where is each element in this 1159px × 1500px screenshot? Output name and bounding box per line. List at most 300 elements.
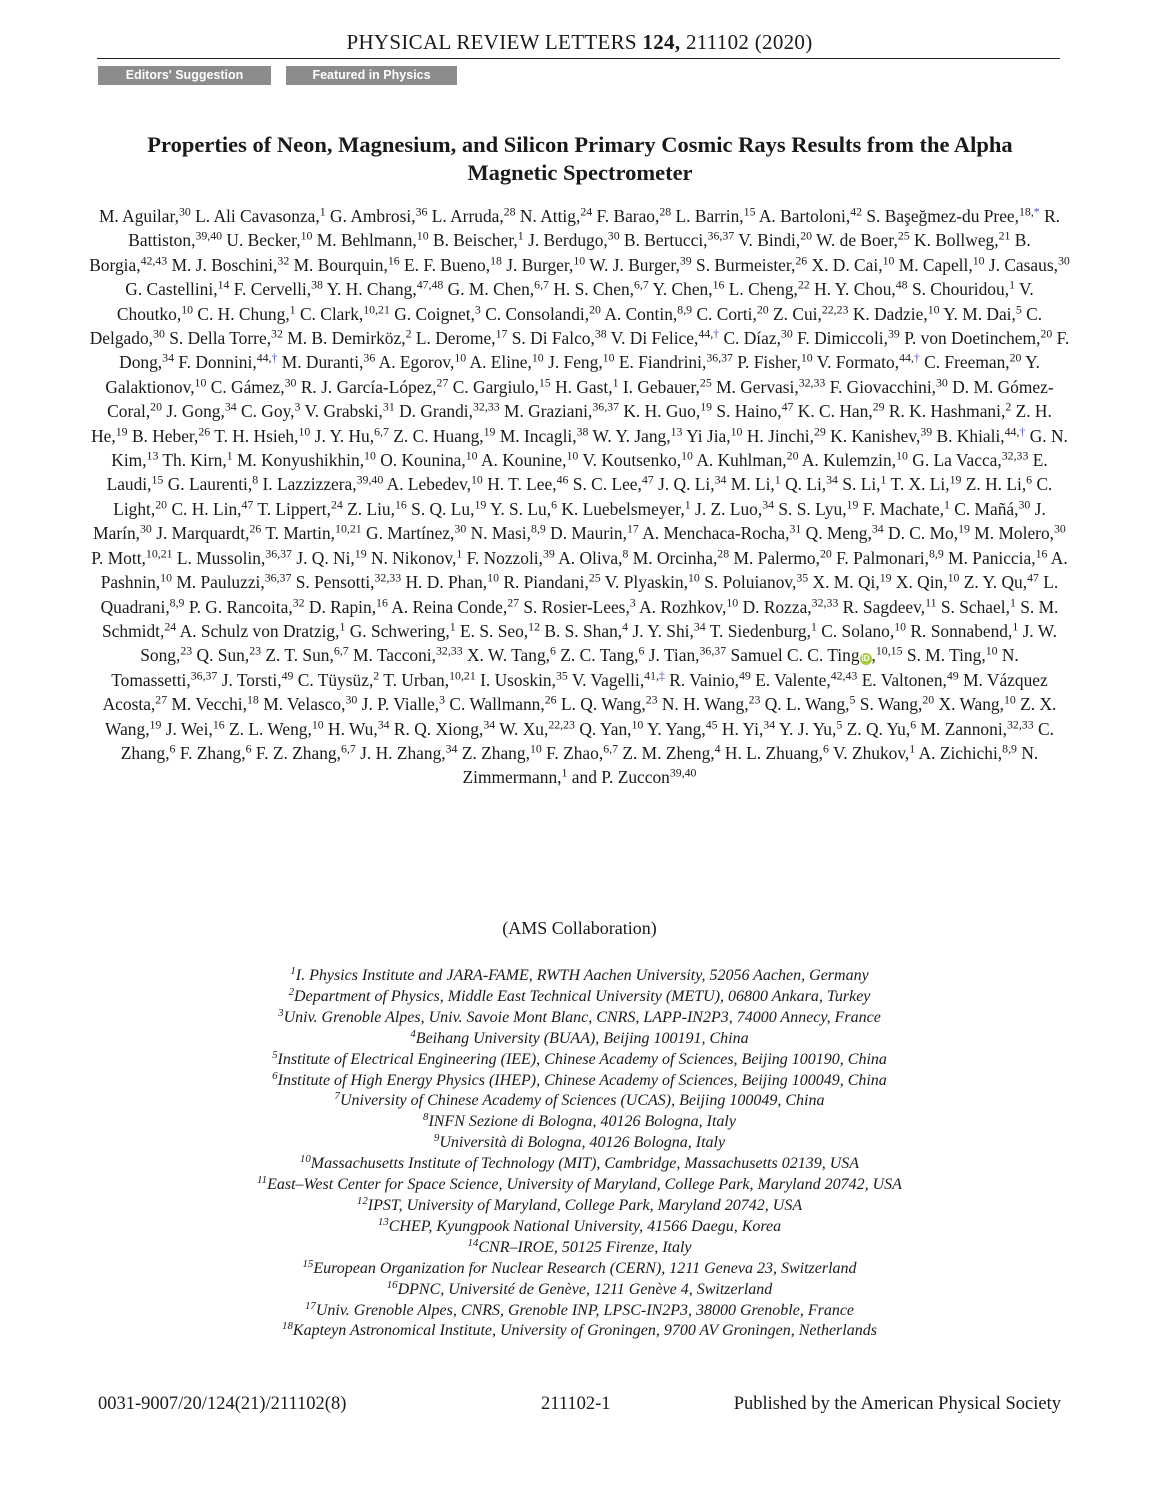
author-name: H. D. Phan — [405, 572, 483, 593]
author-name: F. Palmonari — [836, 547, 925, 568]
author-name: M. Li — [730, 474, 771, 495]
author-name: V. Di Felice — [610, 328, 694, 349]
author-affiliation-marker: 19 — [958, 521, 970, 536]
author-affiliation-marker: 6 — [638, 643, 645, 658]
author-affiliation-marker: 19 — [846, 497, 859, 512]
author-affiliation-marker: 13 — [670, 424, 683, 439]
author-affiliation-marker: 18, — [1019, 204, 1034, 219]
paper-title: Properties of Neon, Magnesium, and Silicon Primary Cosmic Rays Results from the Alpha Magnetic Spectrometer — [147, 132, 1013, 185]
author-affiliation-marker: 1 — [1012, 619, 1019, 634]
author-affiliation-marker: 26 — [795, 253, 808, 268]
author-name: D. Rozza — [742, 596, 808, 617]
author-name: G. N. Kim — [111, 425, 1068, 471]
author-affiliation-marker: 1 — [684, 497, 691, 512]
author: F. Donnini,$^{44,\dagger}$ — [178, 350, 278, 373]
author: G. Castellini,$^{14}$ — [125, 277, 230, 300]
author-affiliation-marker: 11 — [925, 595, 937, 609]
author-name: S. Pensotti — [295, 572, 371, 593]
author-affiliation-marker: 14 — [217, 277, 230, 292]
author-affiliation-marker: 32 — [271, 326, 283, 341]
author-affiliation-marker: 29 — [872, 399, 885, 414]
author: Samuel C. C. Ting iD ,$^{10,15}$ — [730, 643, 903, 666]
author-affiliation-marker: 16 — [712, 277, 725, 292]
author-name: V. Formato — [816, 352, 895, 373]
author-name: A. Contin — [604, 303, 673, 324]
author-name: R. Piandani — [503, 572, 585, 593]
affiliation — [60, 1071, 1099, 1092]
author-name: A. Eline — [469, 352, 528, 373]
affiliation-text: IPST, University of Maryland, College Park, Maryland 20742, USA — [367, 1196, 803, 1214]
author-name: A. Kuhlman — [696, 450, 783, 471]
author-name: M. Orcinha — [632, 547, 713, 568]
affiliation-list — [60, 966, 1099, 1342]
author: J. H. Zhang,$^{34}$ — [360, 741, 458, 763]
author-affiliation-marker: 39 — [920, 424, 933, 439]
author-affiliation-marker: 8,9 — [531, 521, 546, 536]
footer-page-number: 211102-1 — [541, 1394, 611, 1414]
affiliation — [60, 1029, 1099, 1050]
author: F. Barao,$^{28}$ — [596, 204, 672, 226]
author-affiliation-marker: 1 — [909, 741, 916, 756]
author: M. Duranti,$^{36}$ — [281, 350, 376, 373]
affiliation — [60, 1008, 1099, 1029]
author-name: A. Zichichi — [918, 742, 998, 763]
author: O. Kounina,$^{10}$ — [380, 448, 478, 471]
author-affiliation-marker: 6,7 — [603, 741, 618, 756]
author-name: L. Arruda — [431, 206, 500, 226]
author: P. G. Rancoita,$^{32}$ — [188, 595, 305, 617]
author: E. F. Bueno,$^{18}$ — [404, 253, 502, 275]
affiliation-number: 5 — [272, 1048, 278, 1061]
author-name: E. Fiandrini — [618, 352, 702, 373]
author-name: Z. C. Tang — [560, 645, 635, 666]
author: Y. J. Yu,$^5$ — [778, 717, 843, 739]
author-name: X. M. Qi — [812, 572, 876, 593]
author-name: F. Donnini — [178, 352, 253, 373]
author: V. Grabski,$^{31}$ — [304, 399, 395, 422]
author: M. Li,$^1$ — [730, 472, 781, 495]
author: C. H. Chung,$^1$ — [197, 302, 296, 324]
author-affiliation-marker: 20 — [756, 302, 769, 317]
author-name: C. Wallmann — [449, 694, 541, 715]
affiliation-number: 2 — [288, 985, 295, 998]
author-name: T. Lippert — [257, 498, 327, 519]
author-name: L. Barrin — [675, 206, 740, 226]
author-name: S. Q. Lu — [411, 498, 471, 519]
author-affiliation-marker: 6,7 — [634, 277, 649, 292]
author-affiliation-marker: 3 — [294, 399, 301, 414]
author-name: S. Burmeister — [696, 254, 791, 275]
author-affiliation-marker: 12 — [528, 619, 540, 634]
author-affiliation-marker: 19 — [700, 399, 713, 414]
author-name: Q. Meng — [805, 523, 868, 544]
author: S. S. Lyu,$^{19}$ — [778, 497, 859, 519]
author-name: S. Wang — [859, 694, 918, 715]
author: T. Martin,$^{10,21}$ — [265, 521, 362, 544]
author: E. Laudi,$^{15}$ — [106, 450, 1048, 495]
author-name: Z. Zhang — [461, 742, 526, 763]
affiliation — [60, 1091, 1099, 1112]
author-name: V. Koutsenko — [582, 450, 677, 471]
author-affiliation-marker: 35 — [796, 570, 809, 585]
author: D. Maurin,$^{17}$ — [550, 521, 639, 544]
author: Z. X. Wang,$^{19}$ — [105, 694, 1057, 739]
author: Y. Chen,$^{16}$ — [652, 277, 725, 300]
author-name: S. Della Torre — [169, 328, 267, 349]
author-affiliation-marker: 15 — [538, 375, 551, 390]
author: T. X. Li,$^{19}$ — [890, 472, 962, 495]
author-affiliation-marker: 27 — [436, 375, 449, 390]
author-name: T. H. Hsieh — [214, 425, 295, 446]
author-affiliation-marker: 8,9 — [1002, 741, 1017, 756]
author-name: A. Pashnin — [100, 547, 1068, 593]
author-affiliation-marker: 20 — [786, 448, 799, 463]
author: V. Formato,$^{44,\dagger}$ — [816, 350, 920, 373]
author-affiliation-marker: 6 — [245, 741, 252, 756]
author-name: X. W. Tang — [466, 645, 546, 666]
author-affiliation-marker: 26 — [544, 692, 557, 707]
author: L. Derome,$^{17}$ — [415, 326, 508, 349]
author-name: S. S. Lyu — [778, 498, 843, 519]
affiliation-text: East–West Center for Space Science, University of Maryland, College Park, Maryland 20742, USA — [267, 1176, 902, 1194]
author: Z. Liu,$^{16}$ — [347, 497, 407, 519]
author: B. Borgia,$^{42,43}$ — [89, 230, 1031, 275]
author-name: L. Derome — [415, 328, 492, 349]
author-name: D. C. Mo — [888, 523, 954, 544]
author-name: L. Q. Wang — [560, 694, 642, 715]
affiliation — [60, 1175, 1099, 1196]
author-name: M. Molero — [974, 523, 1050, 544]
author-affiliation-marker: 46 — [556, 472, 569, 487]
author-name: C. H. Chung — [197, 303, 286, 324]
author-name: S. Poluianov — [704, 572, 792, 593]
affiliation-text: European Organization for Nuclear Research (CERN), 1211 Geneva 23, Switzerland — [313, 1259, 857, 1277]
author: L. Arruda,$^{28}$ — [431, 204, 516, 226]
author-note-link[interactable]: † — [271, 350, 278, 365]
author-name: M. Incagli — [499, 425, 573, 446]
author-name: C. Freeman — [924, 352, 1006, 373]
author-name: M. Bourquin — [293, 254, 384, 275]
author-affiliation-marker: 34 — [693, 619, 706, 634]
author-name: S. Li — [842, 474, 877, 495]
author-affiliation-marker: 10 — [688, 570, 700, 585]
author-name: S. C. Lee — [572, 474, 638, 495]
author: C. Goy,$^3$ — [241, 399, 301, 422]
author: L. Mussolin,$^{36,37}$ — [176, 546, 292, 568]
affiliation-number: 7 — [334, 1090, 340, 1103]
author: M. Tacconi,$^{32,33}$ — [353, 643, 463, 666]
author-affiliation-marker: 18 — [247, 692, 259, 707]
author-affiliation-marker: 1 — [561, 765, 568, 780]
author-name: Z. M. Zheng — [622, 742, 711, 763]
affiliation-text: Kapteyn Astronomical Institute, University of Groningen, 9700 AV Groningen, Netherlands — [292, 1322, 877, 1340]
author-note-link[interactable]: † — [1019, 424, 1026, 439]
author: L. Q. Wang,$^{23}$ — [560, 692, 658, 715]
author-name: L. Quadrani — [100, 572, 1059, 617]
author-affiliation-marker: 15 — [743, 204, 756, 219]
author-affiliation-marker: 32,33 — [811, 595, 839, 609]
author-affiliation-marker: 23 — [180, 643, 193, 658]
author: M. Orcinha,$^{28}$ — [632, 546, 730, 568]
author-name: A. Menchaca-Rocha — [642, 523, 786, 544]
author: S. Li,$^1$ — [842, 472, 887, 495]
author: G. Laurenti,$^8$ — [167, 472, 259, 495]
affiliation-text: DPNC, Université de Genève, 1211 Genève 4, Switzerland — [397, 1280, 773, 1298]
author-name: F. Dong — [119, 328, 1070, 373]
featured-in-physics-badge[interactable]: Featured in Physics — [286, 66, 457, 85]
author: H. T. Lee,$^{46}$ — [487, 472, 569, 495]
author: J. Wei,$^{16}$ — [165, 717, 225, 739]
author-name: V. Choutko — [116, 279, 1034, 324]
author: Q. L. Wang,$^5$ — [764, 692, 856, 715]
affiliation-number: 10 — [299, 1153, 311, 1166]
author-affiliation-marker: 6 — [910, 717, 917, 732]
author-name: T. Martin — [265, 523, 331, 544]
author-affiliation-marker: 47,48 — [416, 277, 444, 292]
author: S. M. Ting,$^{10}$ — [906, 643, 998, 666]
author: C. Delgado,$^{30}$ — [89, 303, 1043, 349]
author: S. Wang,$^{20}$ — [859, 692, 935, 715]
affiliation-number: 6 — [272, 1069, 278, 1082]
author-name: Q. Yan — [579, 718, 628, 739]
author: K. H. Guo,$^{19}$ — [623, 399, 713, 422]
author-name: A. Schulz von Dratzig — [179, 620, 336, 641]
author-affiliation-marker: 34 — [763, 717, 776, 732]
author-affiliation-marker: 39 — [679, 253, 692, 268]
author: M. Gervasi,$^{32,33}$ — [716, 375, 826, 397]
author-name: R. J. García-López — [300, 376, 433, 397]
author: G. M. Chen,$^{6,7}$ — [447, 277, 549, 300]
author-name: L. Ali Cavasonza — [195, 206, 316, 226]
author-affiliation-marker: 6,7 — [340, 741, 356, 756]
author-name: S. M. Schmidt — [102, 596, 1059, 641]
author-affiliation-marker: 10,15 — [875, 643, 903, 658]
author-name: M. Pauluzzi — [176, 572, 261, 593]
author-affiliation-marker: 10 — [985, 643, 998, 658]
author-affiliation-marker: 34 — [871, 521, 884, 536]
author: G. Coignet,$^3$ — [394, 302, 481, 324]
editors-suggestion-badge[interactable]: Editors' Suggestion — [98, 66, 271, 85]
affiliation-text: Univ. Grenoble Alpes, CNRS, Grenoble INP, LPSC-IN2P3, 38000 Grenoble, France — [315, 1301, 855, 1319]
author: H. S. Chen,$^{6,7}$ — [553, 277, 649, 300]
author-affiliation-marker: 32,33 — [374, 570, 402, 585]
author-affiliation-marker: 26 — [249, 521, 262, 536]
author: B. Beischer,$^1$ — [432, 228, 524, 251]
author-name: C. Clark — [299, 303, 359, 324]
author-name: S. Schael — [940, 596, 1006, 617]
author-affiliation-marker: 30 — [1054, 521, 1066, 536]
author-affiliation-marker: 19 — [483, 424, 496, 439]
author: Z. Q. Yu,$^6$ — [846, 717, 917, 739]
author: J. P. Vialle,$^3$ — [361, 692, 445, 715]
author: L. Barrin,$^{15}$ — [675, 204, 756, 226]
header-rule — [97, 58, 1060, 59]
author: S. Pensotti,$^{32,33}$ — [295, 570, 402, 593]
author-affiliation-marker: 47 — [781, 399, 794, 414]
author-affiliation-marker: 22 — [797, 277, 810, 292]
affiliation-text: I. Physics Institute and JARA-FAME, RWTH Aachen University, 52056 Aachen, Germany — [295, 967, 869, 984]
author: G. Martínez,$^{30}$ — [366, 521, 467, 544]
author-name: X. Wang — [938, 694, 1000, 715]
author-affiliation-marker: 24 — [164, 619, 177, 634]
author-affiliation-marker: 30 — [1018, 497, 1031, 512]
author-affiliation-marker: 36,37 — [264, 570, 292, 585]
author: T. Siedenburg,$^1$ — [709, 619, 817, 641]
author-name: R. Vainio — [669, 669, 735, 690]
author-affiliation-marker: 6,7 — [534, 277, 549, 292]
author-name: F. Z. Zhang — [255, 742, 337, 763]
author: L. Cheng,$^{22}$ — [728, 277, 810, 300]
author-name: J. P. Vialle — [361, 694, 435, 715]
author: S. Haino,$^{47}$ — [716, 399, 794, 422]
author-affiliation-marker: 10 — [300, 228, 313, 243]
author: U. Becker,$^{10}$ — [226, 228, 313, 251]
author-name: I. Lazzizzera — [262, 474, 353, 495]
author: J. Tian,$^{36,37}$ — [648, 643, 727, 666]
author-affiliation-marker: 32 — [277, 253, 290, 268]
author: M. Vázquez Acosta,$^{27}$ — [102, 669, 1048, 715]
author-affiliation-marker: 20 — [1009, 350, 1022, 365]
author: Y. H. Chang,$^{47,48}$ — [326, 277, 444, 300]
author-name: Y. Chen — [652, 279, 709, 300]
author-name: R. Battiston — [128, 206, 1061, 251]
author: X. W. Tang,$^6$ — [466, 643, 556, 666]
author: J. Y. Hu,$^{6,7}$ — [314, 424, 389, 446]
affiliation-number: 9 — [433, 1132, 440, 1145]
author-name: F. Zhang — [179, 742, 242, 763]
author-name: M. Graziani — [503, 401, 589, 422]
author-name: A. Rozhkov — [639, 596, 723, 617]
author-affiliation-marker: 17 — [495, 326, 508, 341]
author: M. Incagli,$^{38}$ — [499, 424, 589, 446]
author-note-link[interactable]: † — [713, 326, 720, 341]
author: Q. Sun,$^{23}$ — [196, 643, 262, 666]
author-affiliation-marker: 10 — [896, 448, 908, 463]
author: M. Aguilar,$^{30}$ — [98, 204, 191, 226]
author-note-link[interactable]: † — [913, 350, 920, 365]
author: J. Marín,$^{30}$ — [93, 498, 1046, 544]
author-name: G. Ambrosi — [330, 206, 412, 226]
author-name: S. Rosier-Lees — [523, 596, 626, 617]
author: B. Bertucci,$^{36,37}$ — [623, 228, 735, 251]
author: F. Palmonari,$^{8,9}$ — [836, 546, 944, 568]
author: J. Torsti,$^{49}$ — [221, 668, 294, 690]
author-affiliation-marker: 41, — [644, 668, 659, 683]
author-affiliation-marker: 10 — [160, 570, 172, 585]
author: A. Bartoloni,$^{42}$ — [758, 204, 863, 226]
author: P. Fisher,$^{10}$ — [737, 350, 813, 373]
orcid-icon[interactable]: iD — [861, 653, 870, 663]
author: M. Behlmann,$^{10}$ — [316, 228, 429, 251]
author-affiliation-marker: 39,40 — [356, 472, 384, 487]
author: I. Gebauer,$^{25}$ — [622, 375, 712, 397]
author: C. Corti,$^{20}$ — [696, 302, 769, 324]
author-name: C. Light — [113, 474, 1053, 519]
author-name: J. Y. Shi — [632, 620, 690, 641]
author-affiliation-marker: 30 — [1057, 253, 1070, 268]
author-affiliation-marker: 17 — [626, 521, 639, 536]
author: Z. H. Li,$^6$ — [965, 472, 1033, 495]
author-note-link[interactable]: * — [1033, 204, 1040, 219]
author: R. J. García-López,$^{27}$ — [300, 375, 449, 397]
author-name: V. Bindi — [738, 230, 796, 251]
author: M. Vecchi,$^{18}$ — [171, 692, 259, 715]
author-name: E. F. Bueno — [404, 254, 486, 275]
author-name: Z. T. Sun — [265, 645, 330, 666]
author: V. Zhukov,$^1$ — [832, 741, 916, 763]
author: B. Khiali,$^{44,\dagger}$ — [936, 424, 1026, 446]
author-affiliation-marker: 44, — [1004, 424, 1020, 439]
author-name: B. Khiali — [936, 425, 1001, 446]
author-affiliation-marker: 10,21 — [449, 668, 476, 683]
author-affiliation-marker: 10 — [416, 228, 429, 243]
author-affiliation-marker: 47 — [1027, 570, 1039, 585]
author: J. Y. Shi,$^{34}$ — [632, 619, 706, 641]
author-note-link[interactable]: ‡ — [658, 668, 665, 683]
author: E. S. Seo,$^{12}$ — [460, 619, 540, 641]
author-name: Th. Kirn — [162, 450, 223, 471]
author: P. Mott,$^{10,21}$ — [91, 546, 173, 568]
author: C. Consolandi,$^{20}$ — [485, 302, 601, 324]
author-name: S. Di Falco — [511, 328, 591, 349]
author-name: J. Y. Hu — [314, 425, 370, 446]
author-affiliation-marker: 30 — [140, 521, 152, 536]
author: G. Schwering,$^1$ — [349, 619, 456, 641]
author: C. Mañá,$^{30}$ — [954, 497, 1031, 519]
author-name: L. Mussolin — [176, 547, 261, 568]
author-name: Q. L. Wang — [764, 694, 846, 715]
author-name: D. M. Gómez-Coral — [107, 376, 1054, 422]
author-affiliation-marker: 3 — [629, 595, 636, 609]
author-name: R. K. Hashmani — [888, 401, 1001, 422]
author: W. Y. Jang,$^{13}$ — [592, 424, 683, 446]
author-affiliation-marker: 10 — [882, 253, 895, 268]
author-affiliation-marker: 20 — [589, 302, 601, 317]
author-affiliation-marker: 24 — [580, 204, 593, 219]
author: Z. Y. Qu,$^{47}$ — [963, 570, 1039, 593]
author: M. Palermo,$^{20}$ — [733, 546, 832, 568]
author-name: F. Giovacchini — [829, 376, 932, 397]
author-affiliation-marker: 1 — [612, 375, 619, 390]
author-name: M. Konyushikhin — [236, 450, 360, 471]
author: V. Vagelli,$^{41,\ddagger}$ — [571, 668, 665, 690]
author-name: Z. Liu — [347, 498, 391, 519]
affiliation-text: INFN Sezione di Bologna, 40126 Bologna, Italy — [428, 1113, 736, 1131]
author-affiliation-marker: 3 — [474, 302, 481, 317]
author: X. Wang,$^{10}$ — [938, 692, 1016, 715]
author: S. Poluianov,$^{35}$ — [704, 570, 809, 593]
author-affiliation-marker: 35 — [555, 668, 568, 683]
author-name: X. D. Cai — [811, 254, 879, 275]
author-affiliation-marker: 26 — [198, 424, 211, 439]
affiliation-number: 4 — [410, 1027, 416, 1040]
author-affiliation-marker: 4 — [622, 619, 629, 634]
author-affiliation-marker: 10 — [573, 253, 586, 268]
author-affiliation-marker: 2 — [373, 668, 380, 683]
author-affiliation-marker: 28 — [717, 546, 730, 561]
author-name: H. S. Chen — [553, 279, 630, 300]
author-name: J. Wei — [165, 718, 209, 739]
author-name: A. Oliva — [558, 547, 619, 568]
author-name: C. Consolandi — [485, 303, 585, 324]
author: A. Kulemzin,$^{10}$ — [801, 448, 908, 471]
author-affiliation-marker: 8 — [622, 546, 629, 561]
author: M. Paniccia,$^{16}$ — [948, 546, 1048, 568]
author-affiliation-marker: 1 — [339, 619, 346, 634]
author-name: N. Masi — [470, 523, 527, 544]
author-affiliation-marker: 36,37 — [190, 668, 218, 683]
author-name: T. X. Li — [890, 474, 946, 495]
